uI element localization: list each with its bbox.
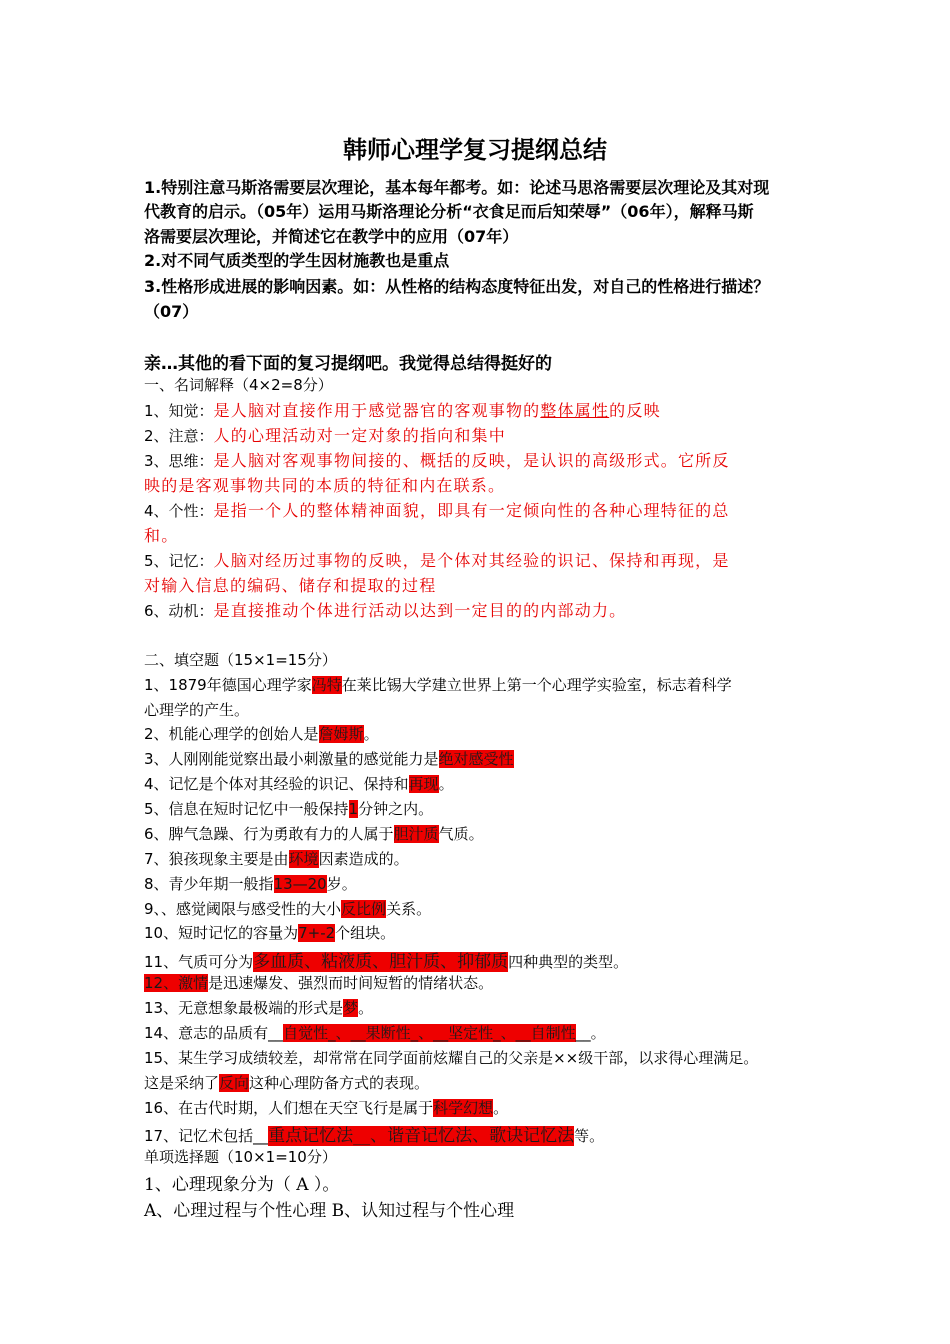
fill-question-14 — [144, 1022, 606, 1043]
answer-highlight: 13—20 — [273, 875, 327, 893]
definition-text: 是指一个人的整体精神面貌，即具有一定倾向性的各种心理特征的总 — [213, 501, 730, 520]
definition-text: 人脑对经历过事物的反映，是个体对其经验的识记、保持和再现，是 — [213, 551, 730, 570]
answer-highlight: 反向 — [219, 1074, 250, 1092]
definition-2 — [144, 423, 506, 446]
answer-highlight: 再现 — [408, 775, 439, 793]
question-text: 9、、感觉阈限与感受性的大小 — [144, 900, 342, 918]
definition-text: 是直接推动个体进行活动以达到一定目的的内部动力。 — [213, 601, 627, 620]
definition-3-cont: 映的是客观事物共同的本质的特征和内在联系。 — [144, 476, 506, 495]
definition-label: 4、个性： — [144, 502, 214, 520]
definition-text: 人的心理活动对一定对象的指向和集中 — [213, 426, 506, 445]
answer-highlight: 冯特 — [311, 676, 342, 694]
question-text: 等。 — [574, 1127, 605, 1145]
section3-heading: 单项选择题（10×1=10分） — [144, 1148, 337, 1166]
section1-heading: 一、名词解释（4×2=8分） — [144, 376, 333, 394]
question-text: 。 — [438, 775, 454, 793]
fill-question-1 — [144, 674, 732, 695]
question-text: 这种心理防备方式的表现。 — [249, 1074, 430, 1092]
fill-question-6 — [144, 823, 484, 844]
answer-highlight: 重点记忆法__、谐音记忆法、歌诀记忆法 — [268, 1126, 575, 1146]
question-text: 6、脾气急躁、行为勇敢有力的人属于 — [144, 825, 394, 843]
question-text: 2、机能心理学的创始人是 — [144, 725, 319, 743]
fill-question-9 — [144, 898, 431, 919]
question-text: 。 — [493, 1099, 509, 1117]
answer-highlight: 1 — [348, 800, 359, 818]
choice-question-1: 1、心理现象分为（ A ）。 — [144, 1175, 340, 1195]
answer-highlight: 反比例 — [341, 900, 387, 918]
question-text: 11、气质可分为 — [144, 953, 254, 971]
intro-line-2: 代教育的启示。（05年）运用马斯洛理论分析“衣食足而后知荣辱”（06年），解释马斯 — [144, 202, 754, 221]
question-text: 8、青少年期一般指 — [144, 875, 274, 893]
definition-text: 是人脑对客观事物间接的、概括的反映，是认识的高级形式。它所反 — [213, 451, 730, 470]
question-text: 4、记忆是个体对其经验的识记、保持和 — [144, 775, 409, 793]
definition-5 — [144, 548, 730, 571]
question-text: 在莱比锡大学建立世界上第一个心理学实验室，标志着科学 — [341, 676, 732, 694]
section-subtitle: 亲…其他的看下面的复习提纲吧。我觉得总结得挺好的 — [144, 354, 552, 374]
fill-question-5 — [144, 798, 433, 819]
question-text: __。 — [575, 1024, 606, 1042]
definition-label: 3、思维： — [144, 452, 214, 470]
choice-options: A、心理过程与个性心理 B、认知过程与个性心理 — [144, 1201, 515, 1221]
answer-highlight: 环境 — [288, 850, 319, 868]
answer-highlight: 12、激情 — [144, 974, 209, 992]
question-text: 14、意志的品质有__ — [144, 1024, 284, 1042]
question-text: 。 — [358, 999, 374, 1017]
question-text: 关系。 — [386, 900, 432, 918]
question-text: 岁。 — [326, 875, 357, 893]
definition-label: 1、知觉： — [144, 402, 214, 420]
fill-question-8 — [144, 873, 357, 894]
question-text: 7、狼孩现象主要是由 — [144, 850, 289, 868]
intro-line-6: （07） — [144, 302, 199, 321]
question-text: 17、记忆术包括__ — [144, 1127, 269, 1145]
answer-highlight: 詹姆斯 — [318, 725, 364, 743]
definition-1 — [144, 398, 661, 421]
fill-question-2 — [144, 723, 379, 744]
fill-question-17 — [144, 1121, 604, 1146]
fill-question-4 — [144, 773, 454, 794]
definition-text: 是人脑对直接作用于感觉器官的客观事物的 — [213, 401, 541, 420]
answer-highlight: 梦 — [343, 999, 359, 1017]
answer-highlight: 自觉性_、__果断性_、__坚定性_、__自制性 — [283, 1024, 576, 1042]
definition-text-end: 的反映 — [609, 401, 661, 420]
definition-4-cont: 和。 — [144, 526, 179, 545]
definition-4 — [144, 498, 730, 521]
document-title: 韩师心理学复习提纲总结 — [343, 136, 607, 164]
question-text: 。 — [363, 725, 379, 743]
definition-3 — [144, 448, 730, 471]
fill-question-1-cont: 心理学的产生。 — [144, 701, 250, 719]
intro-line-4: 2.对不同气质类型的学生因材施教也是重点 — [144, 251, 450, 270]
fill-question-11 — [144, 947, 628, 972]
answer-highlight: 科学幻想 — [433, 1099, 494, 1117]
fill-question-3 — [144, 748, 514, 769]
answer-highlight: 多血质、粘液质、胆汁质、抑郁质 — [253, 952, 509, 972]
definition-label: 6、动机： — [144, 602, 214, 620]
question-text: 个组块。 — [335, 924, 396, 942]
question-text: 3、人刚刚能觉察出最小刺激量的感觉能力是 — [144, 750, 439, 768]
definition-underlined: 整体属性 — [540, 401, 610, 420]
answer-highlight: 胆汁质 — [393, 825, 439, 843]
fill-question-15-cont — [144, 1072, 429, 1093]
fill-question-7 — [144, 848, 409, 869]
question-text: 因素造成的。 — [318, 850, 409, 868]
question-text: 分钟之内。 — [358, 800, 434, 818]
answer-highlight: 7+-2 — [298, 924, 336, 942]
intro-line-5: 3.性格形成进展的影响因素。如：从性格的结构态度特征出发，对自己的性格进行描述？ — [144, 277, 770, 296]
section2-heading: 二、填空题（15×1=15分） — [144, 651, 337, 669]
fill-question-13 — [144, 997, 373, 1018]
question-text: 16、在古代时期，人们想在天空飞行是属于 — [144, 1099, 434, 1117]
question-text: 13、无意想象最极端的形式是 — [144, 999, 344, 1017]
question-text: 5、信息在短时记忆中一般保持 — [144, 800, 349, 818]
question-text: 10、短时记忆的容量为 — [144, 924, 299, 942]
definition-6 — [144, 598, 626, 621]
question-text: 四种典型的类型。 — [508, 953, 629, 971]
question-text: 是迅速爆发、强烈而时间短暂的情绪状态。 — [208, 974, 494, 992]
definition-label: 5、记忆： — [144, 552, 214, 570]
answer-highlight: 绝对感受性 — [438, 750, 514, 768]
fill-question-10 — [144, 922, 395, 943]
question-text: 这是采纳了 — [144, 1074, 220, 1092]
definition-label: 2、注意： — [144, 427, 214, 445]
fill-question-15: 15、某生学习成绩较差，却常常在同学面前炫耀自己的父亲是××级干部，以求得心理满足。 — [144, 1049, 759, 1067]
question-text: 1、1879年德国心理学家 — [144, 676, 312, 694]
definition-5-cont: 对输入信息的编码、储存和提取的过程 — [144, 576, 437, 595]
intro-line-3: 洛需要层次理论，并简述它在教学中的应用（07年） — [144, 227, 519, 246]
fill-question-12 — [144, 972, 493, 993]
intro-line-1: 1.特别注意马斯洛需要层次理论，基本每年都考。如：论述马思洛需要层次理论及其对现 — [144, 178, 770, 197]
fill-question-16 — [144, 1097, 508, 1118]
question-text: 气质。 — [438, 825, 484, 843]
